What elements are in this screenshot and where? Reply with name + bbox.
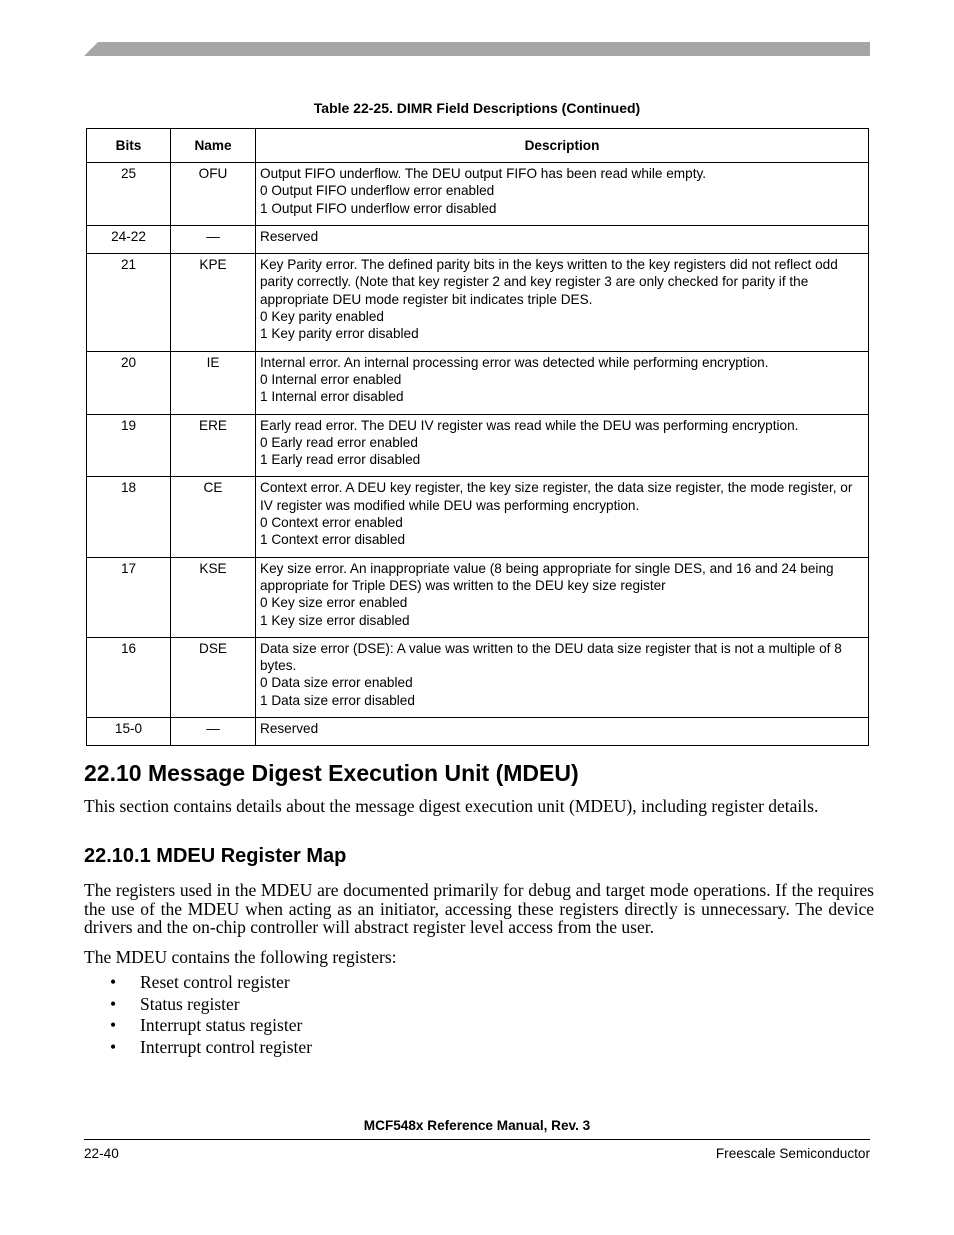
register-name: Reset control register [140,972,290,992]
footer-rule [84,1139,870,1140]
description-line: Context error. A DEU key register, the key size register, the data size register, the mode register, or IV register was modified while DEU was performing encryption. [260,480,853,513]
description-line: Reserved [260,228,319,244]
register-name: Status register [140,993,240,1014]
table-row [87,477,869,557]
subsection-heading: 22.10.1 MDEU Register Map [84,845,347,867]
table-row [87,718,869,746]
list-item [110,1015,312,1037]
description-line: 1 Early read error disabled [260,452,421,468]
bits-column-header: Bits [87,129,171,163]
description-line: 1 Key parity error disabled [260,326,419,342]
description-cell [256,225,869,253]
description-cell [256,637,869,717]
name-cell: IE [171,351,256,414]
description-line: 1 Output FIFO underflow error disabled [260,200,497,216]
description-cell [256,477,869,557]
description-line: 0 Internal error enabled [260,371,402,387]
header-bar [84,42,870,56]
table-row [87,254,869,351]
table-row [87,637,869,717]
table-row [87,557,869,637]
description-line: Output FIFO underflow. The DEU output FIFO has been read while empty. [260,166,707,181]
description-line: 0 Early read error enabled [260,434,418,450]
bits-cell: 15-0 [87,718,171,746]
table-body [87,163,869,746]
bits-cell: 25 [87,163,171,226]
table-header-row [87,129,869,163]
bits-cell: 17 [87,557,171,637]
table-caption: Table 22-25. DIMR Field Descriptions (Continued) [313,100,641,116]
description-line: 1 Internal error disabled [260,389,404,405]
name-cell: KPE [171,254,256,351]
table-row [87,163,869,226]
bits-cell: 21 [87,254,171,351]
description-line: 0 Output FIFO underflow error enabled [260,183,495,199]
name-cell: CE [171,477,256,557]
description-cell [256,414,869,477]
description-line: 0 Data size error enabled [260,675,413,691]
subsection-paragraph: The registers used in the MDEU are documented primarily for debug and target mode operations. If the requires the use of the MDEU when acting as an initiator, accessing these registers directly is unnecessary. The device drivers and the on-chip controller will abstract register level access from the user. [84,880,874,937]
name-cell: OFU [171,163,256,226]
description-line: Data size error (DSE): A value was written to the DEU data size register that is not a multiple of 8 bytes. [260,640,842,674]
list-item [110,972,312,994]
table-row [87,414,869,477]
description-cell [256,718,869,746]
description-cell [256,557,869,637]
page-number: 22-40 [84,1146,119,1161]
description-line: 1 Key size error disabled [260,612,410,628]
description-line: 0 Context error enabled [260,515,403,531]
bits-cell: 20 [87,351,171,414]
description-line: 1 Context error disabled [260,532,406,548]
list-item [110,994,312,1016]
list-intro: The MDEU contains the following registers: [84,947,397,967]
list-item [110,1037,312,1059]
register-list [110,972,312,1059]
name-cell: — [171,718,256,746]
description-cell [256,163,869,226]
description-line: 0 Key parity enabled [260,309,384,325]
description-line: Reserved [260,721,319,737]
table-row [87,351,869,414]
bits-cell: 19 [87,414,171,477]
description-column-header: Description [256,129,869,163]
description-line: Early read error. The DEU IV register was read while the DEU was performing encryption. [260,417,799,433]
description-line: 1 Data size error disabled [260,692,415,708]
section-intro: This section contains details about the message digest execution unit (MDEU), including register details. [84,796,819,816]
description-cell [256,351,869,414]
bits-cell: 16 [87,637,171,717]
name-cell: — [171,225,256,253]
description-line: Key size error. An inappropriate value (8 being appropriate for single DES, and 16 and 24 being appropriate for Triple DES) was written to the DEU key size register [260,560,834,593]
name-cell: ERE [171,414,256,477]
register-name: Interrupt control register [140,1037,313,1058]
table-row [87,225,869,253]
bullet: • [110,1037,117,1058]
section-heading: 22.10 Message Digest Execution Unit (MDEU) [84,760,579,786]
bits-cell: 18 [87,477,171,557]
bits-cell: 24-22 [87,225,171,253]
name-cell: KSE [171,557,256,637]
bullet: • [110,993,117,1014]
name-cell: DSE [171,637,256,717]
description-line: Key Parity error. The defined parity bits in the keys written to the key registers did not reflect odd parity correctly. (Note that key register 2 and key register 3 are only checked for parity if the appropriate DEU mode register bit indicates triple DES. [260,257,838,307]
company-name: Freescale Semiconductor [715,1146,870,1161]
bullet: • [110,1015,117,1036]
description-line: Internal error. An internal processing error was detected while performing encryption. [260,354,769,370]
bullet: • [110,972,117,992]
description-line: 0 Key size error enabled [260,595,408,611]
name-column-header: Name [171,129,256,163]
register-name: Interrupt status register [140,1015,303,1036]
footer-title: MCF548x Reference Manual, Rev. 3 [363,1118,591,1133]
description-cell [256,254,869,351]
field-descriptions-table [86,128,869,746]
